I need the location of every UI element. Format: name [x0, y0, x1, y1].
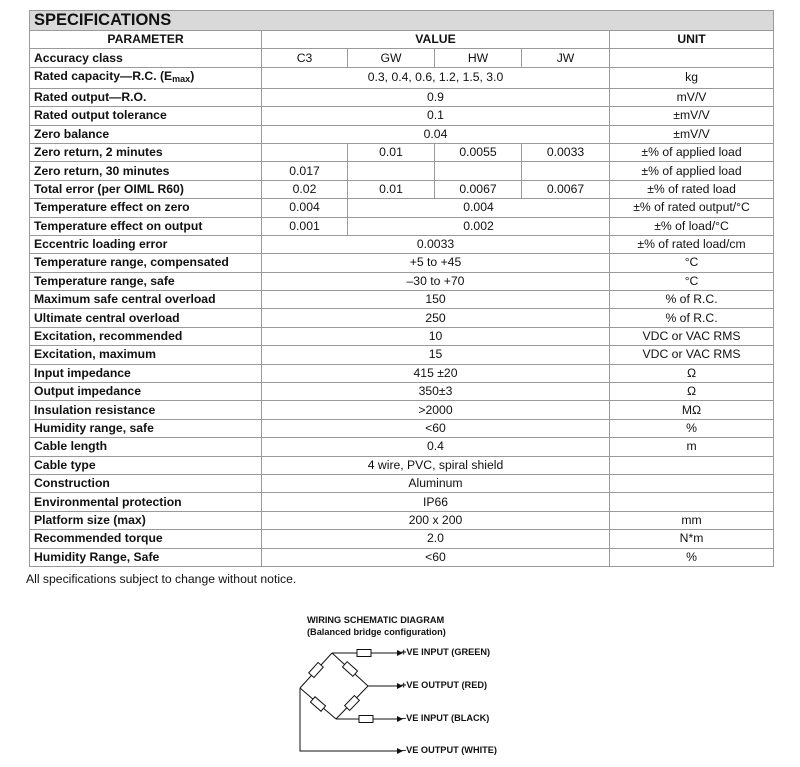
- parameter-cell: [30, 180, 262, 198]
- parameter-cell: [30, 456, 262, 474]
- parameter-label: Input impedance: [34, 365, 131, 380]
- parameter-label: Humidity range, safe: [34, 421, 154, 435]
- parameter-label: Rated capacity—R.C. (E: [34, 68, 173, 83]
- parameter-label: Zero balance: [34, 126, 110, 141]
- wire-label-minus-output: –VE OUTPUT (WHITE): [401, 745, 497, 755]
- parameter-cell: [30, 327, 262, 345]
- section-title: SPECIFICATIONS: [30, 11, 774, 31]
- value-cell: 0.0067: [522, 180, 610, 198]
- accuracy-class-cell: GW: [348, 49, 435, 67]
- value-cell: 0.3, 0.4, 0.6, 1.2, 1.5, 3.0: [262, 67, 610, 88]
- unit-cell: MΩ: [610, 401, 774, 419]
- parameter-cell: [30, 493, 262, 511]
- parameter-label: Cable type: [34, 457, 96, 472]
- parameter-subscript: max: [172, 73, 191, 84]
- resistor-4: [310, 697, 325, 711]
- parameter-label: Zero return, 30 minutes: [34, 163, 170, 178]
- table-row: [30, 125, 774, 143]
- unit-cell: VDC or VAC RMS: [610, 346, 774, 364]
- table-row: [30, 383, 774, 401]
- resistor-plus-input: [357, 650, 371, 657]
- table-row: [30, 107, 774, 125]
- parameter-label: Rated output tolerance: [34, 108, 167, 123]
- parameter-cell: [30, 438, 262, 456]
- table-row: [30, 180, 774, 198]
- parameter-cell: [30, 346, 262, 364]
- value-cell: 0.017: [262, 162, 348, 180]
- value-cell: 0.02: [262, 180, 348, 198]
- value-cell: 415 ±20: [262, 364, 610, 382]
- table-row: [30, 162, 774, 180]
- wire-label-minus-input: –VE INPUT (BLACK): [401, 713, 490, 723]
- parameter-label: Ultimate central overload: [34, 310, 180, 325]
- value-cell-c3: 0.004: [262, 199, 348, 217]
- table-row: [30, 438, 774, 456]
- value-cell: 0.0055: [435, 143, 522, 161]
- parameter-label: Accuracy class: [34, 50, 123, 65]
- parameter-cell: [30, 309, 262, 327]
- table-row: [30, 254, 774, 272]
- parameter-cell: [30, 401, 262, 419]
- value-cell: 2.0: [262, 530, 610, 548]
- parameter-cell: [30, 217, 262, 235]
- value-cell: 0.004: [348, 199, 610, 217]
- table-row: [30, 401, 774, 419]
- table-row: [30, 88, 774, 106]
- table-row: [30, 364, 774, 382]
- parameter-cell: [30, 88, 262, 106]
- parameter-cell: [30, 254, 262, 272]
- table-row: [30, 346, 774, 364]
- parameter-label: Cable length: [34, 439, 108, 454]
- table-row: [30, 530, 774, 548]
- value-cell: 0.0033: [522, 143, 610, 161]
- header-unit: UNIT: [610, 31, 774, 49]
- parameter-label: Environmental protection: [34, 494, 182, 509]
- value-cell: 0.01: [348, 180, 435, 198]
- parameter-label: Humidity Range, Safe: [34, 549, 160, 564]
- table-row: [30, 291, 774, 309]
- table-row: [30, 217, 774, 235]
- table-row: [30, 235, 774, 253]
- table-row: [30, 548, 774, 566]
- unit-cell: %: [610, 419, 774, 437]
- resistor-2: [342, 662, 357, 677]
- parameter-cell: [30, 162, 262, 180]
- parameter-label: Temperature effect on output: [34, 218, 203, 233]
- unit-cell: ±% of applied load: [610, 162, 774, 180]
- unit-cell: mV/V: [610, 88, 774, 106]
- wiring-title: WIRING SCHEMATIC DIAGRAM: [307, 615, 445, 625]
- wire-label-plus-output: +VE OUTPUT (RED): [401, 680, 488, 690]
- parameter-label: Excitation, maximum: [34, 347, 156, 362]
- value-cell: +5 to +45: [262, 254, 610, 272]
- resistor-3: [345, 696, 360, 711]
- value-cell: 0.9: [262, 88, 610, 106]
- parameter-cell: [30, 235, 262, 253]
- unit-cell: ±mV/V: [610, 125, 774, 143]
- parameter-cell: [30, 548, 262, 566]
- parameter-label: Temperature effect on zero: [34, 200, 190, 215]
- value-cell: 10: [262, 327, 610, 345]
- unit-cell: mm: [610, 511, 774, 529]
- value-cell: <60: [262, 419, 610, 437]
- value-cell: IP66: [262, 493, 610, 511]
- parameter-cell: [30, 67, 262, 88]
- table-row: [30, 493, 774, 511]
- unit-cell: m: [610, 438, 774, 456]
- unit-cell: ±% of rated load: [610, 180, 774, 198]
- table-row: [30, 474, 774, 492]
- header-value: VALUE: [262, 31, 610, 49]
- unit-cell: °C: [610, 254, 774, 272]
- value-cell: –30 to +70: [262, 272, 610, 290]
- disclaimer-note: All specifications subject to change without notice.: [26, 572, 297, 586]
- unit-cell: Ω: [610, 383, 774, 401]
- value-cell: 0.0033: [262, 235, 610, 253]
- parameter-label: Construction: [34, 476, 110, 491]
- unit-cell: % of R.C.: [610, 309, 774, 327]
- parameter-cell: [30, 272, 262, 290]
- value-cell: <60: [262, 548, 610, 566]
- wire-label-plus-input: +VE INPUT (GREEN): [401, 647, 491, 657]
- unit-cell: [610, 456, 774, 474]
- unit-cell: % of R.C.: [610, 291, 774, 309]
- resistor-minus-input: [359, 716, 373, 723]
- unit-cell: ±% of load/°C: [610, 217, 774, 235]
- unit-cell: [610, 49, 774, 67]
- parameter-label: Rated output—R.O.: [34, 89, 147, 104]
- value-cell: Aluminum: [262, 474, 610, 492]
- parameter-cell: [30, 364, 262, 382]
- parameter-label: Temperature range, compensated: [34, 255, 229, 270]
- value-cell: [435, 162, 522, 180]
- parameter-cell: [30, 291, 262, 309]
- unit-cell: [610, 493, 774, 511]
- value-cell-c3: 0.001: [262, 217, 348, 235]
- parameter-label: Eccentric loading error: [34, 237, 168, 252]
- unit-cell: °C: [610, 272, 774, 290]
- unit-cell: N*m: [610, 530, 774, 548]
- table-row: [30, 143, 774, 161]
- value-cell: 15: [262, 346, 610, 364]
- table-row: [30, 419, 774, 437]
- specifications-table: [29, 10, 774, 567]
- parameter-cell: [30, 474, 262, 492]
- parameter-label: Recommended torque: [34, 531, 163, 546]
- value-cell: [348, 162, 435, 180]
- table-row: [30, 456, 774, 474]
- value-cell: 0.002: [348, 217, 610, 235]
- unit-cell: [610, 474, 774, 492]
- accuracy-class-cell: C3: [262, 49, 348, 67]
- parameter-label: Temperature range, safe: [34, 273, 175, 288]
- accuracy-class-cell: HW: [435, 49, 522, 67]
- unit-cell: ±% of rated output/°C: [610, 199, 774, 217]
- parameter-cell: [30, 107, 262, 125]
- value-cell: 4 wire, PVC, spiral shield: [262, 456, 610, 474]
- unit-cell: kg: [610, 67, 774, 88]
- parameter-cell: [30, 419, 262, 437]
- value-cell: 0.01: [348, 143, 435, 161]
- parameter-cell: [30, 125, 262, 143]
- table-row: [30, 49, 774, 67]
- parameter-cell: [30, 143, 262, 161]
- parameter-cell: [30, 511, 262, 529]
- unit-cell: ±mV/V: [610, 107, 774, 125]
- wiring-subtitle: (Balanced bridge configuration): [307, 627, 446, 637]
- parameter-label: Total error (per OIML R60): [34, 181, 184, 196]
- header-parameter: PARAMETER: [30, 31, 262, 49]
- value-cell: 0.4: [262, 438, 610, 456]
- unit-cell: %: [610, 548, 774, 566]
- value-cell: [522, 162, 610, 180]
- table-row: [30, 309, 774, 327]
- value-cell: 350±3: [262, 383, 610, 401]
- parameter-cell: [30, 383, 262, 401]
- parameter-label: Maximum safe central overload: [34, 292, 216, 307]
- value-cell: [262, 143, 348, 161]
- table-row: [30, 327, 774, 345]
- parameter-label: Excitation, recommended: [34, 329, 183, 344]
- unit-cell: ±% of applied load: [610, 143, 774, 161]
- parameter-label: Insulation resistance: [34, 402, 156, 417]
- wiring-schematic: [285, 612, 525, 762]
- value-cell: 150: [262, 291, 610, 309]
- parameter-label: Zero return, 2 minutes: [34, 145, 163, 160]
- parameter-suffix: ): [190, 68, 195, 83]
- parameter-cell: [30, 530, 262, 548]
- table-row: [30, 511, 774, 529]
- value-cell: 200 x 200: [262, 511, 610, 529]
- parameter-label: Platform size (max): [34, 512, 146, 527]
- table-row: [30, 67, 774, 88]
- value-cell: 0.0067: [435, 180, 522, 198]
- resistor-1: [309, 662, 324, 677]
- parameter-cell: [30, 199, 262, 217]
- accuracy-class-cell: JW: [522, 49, 610, 67]
- value-cell: >2000: [262, 401, 610, 419]
- unit-cell: ±% of rated load/cm: [610, 235, 774, 253]
- table-row: [30, 199, 774, 217]
- unit-cell: Ω: [610, 364, 774, 382]
- parameter-label: Output impedance: [34, 384, 141, 399]
- unit-cell: VDC or VAC RMS: [610, 327, 774, 345]
- table-row: [30, 272, 774, 290]
- value-cell: 0.1: [262, 107, 610, 125]
- value-cell: 250: [262, 309, 610, 327]
- parameter-cell: [30, 49, 262, 67]
- value-cell: 0.04: [262, 125, 610, 143]
